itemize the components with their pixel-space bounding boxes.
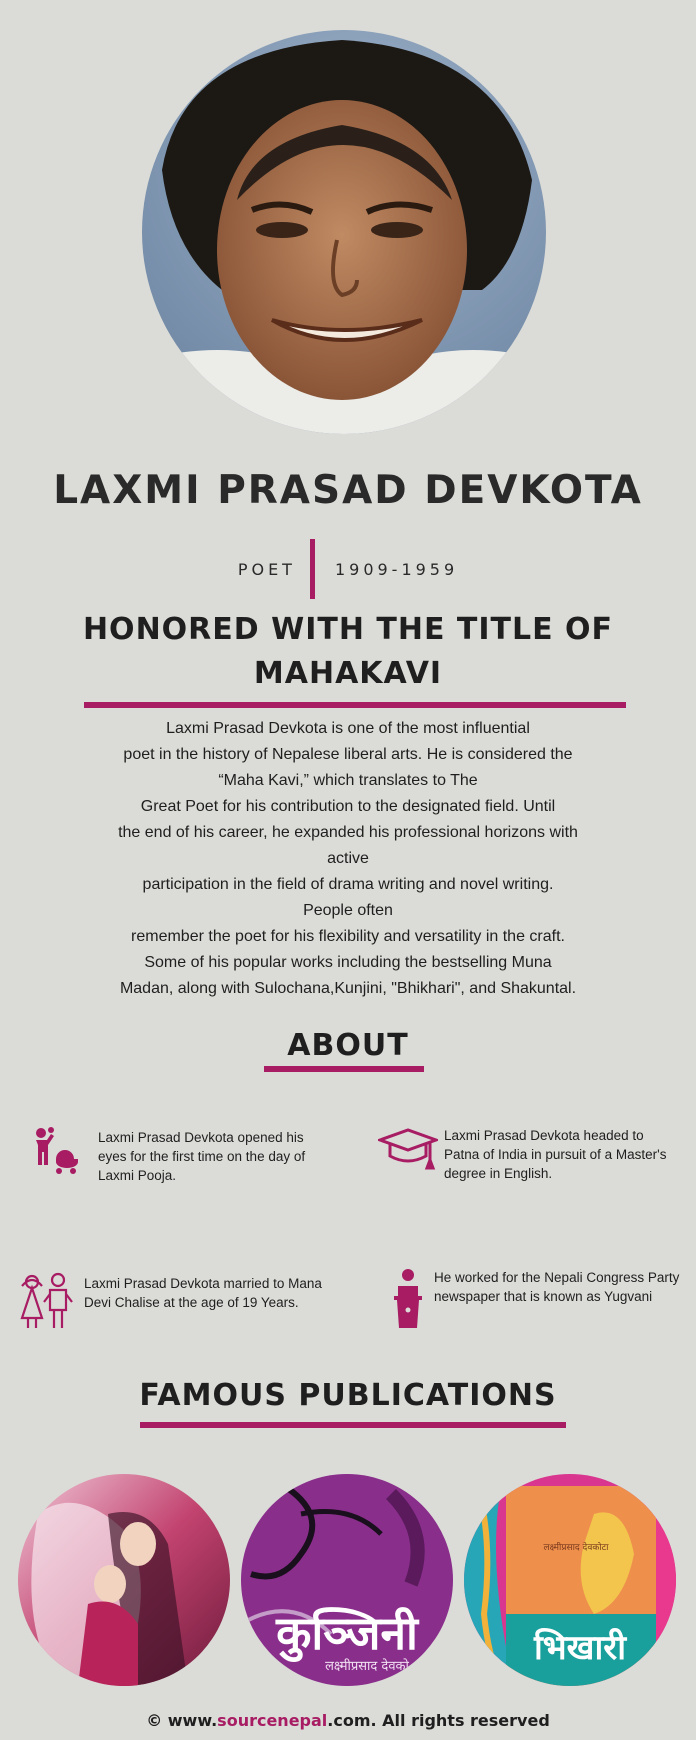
fact-marriage [16,1272,326,1330]
footer-prefix: © www. [146,1711,218,1730]
fact-text: Laxmi Prasad Devkota headed to Patna of India in pursuit of a Master's degree in English. [444,1128,667,1181]
subtitle-line-2: MAHAKAVI [253,656,443,691]
bio-line: the end of his career, he expanded his professional horizons with [118,824,578,841]
parent-with-baby-stroller-icon [30,1126,86,1182]
role-label: POET [237,559,296,579]
bio-line: remember the poet for his flexibility and versatility in the craft. [131,928,565,945]
footer [0,1711,696,1730]
bio-line: active [327,850,369,867]
cover-title: कुञ्जिनी [276,1606,418,1660]
subtitle [60,608,636,696]
bio-line: Madan, along with Sulochana,Kunjini, "Bhikhari", and Shakuntal. [119,980,577,997]
page-title: LAXMI PRASAD DEVKOTA [53,468,643,513]
footer-site-link[interactable]: sourcenepal [217,1711,328,1730]
bio-line: participation in the field of drama writing and novel writing. [142,876,554,893]
cover-bhikhari [464,1474,676,1686]
subtitle-line-1: HONORED WITH THE TITLE OF [82,612,614,647]
divider [310,539,315,599]
years-label: 1909-1959 [334,559,459,579]
married-couple-icon [16,1272,74,1330]
fact-education [378,1126,668,1183]
bio-line: Some of his popular works including the bestselling Muna [144,954,552,971]
fact-text: Laxmi Prasad Devkota married to Mana Devi Chalise at the age of 19 Years. [84,1276,322,1310]
graduation-cap-icon [378,1126,438,1182]
cover-author: लक्ष्मीप्रसाद देवको [325,1659,409,1674]
fact-text: He worked for the Nepali Congress Party newspaper that is known as Yugvani [434,1270,680,1304]
cover-muna-madan [18,1474,230,1686]
cover-author: लक्ष्मीप्रसाद देवकोटा [543,1543,609,1553]
footer-suffix: .com. All rights reserved [327,1711,550,1730]
about-underline [264,1066,424,1072]
fact-work [392,1268,682,1330]
bio-line: poet in the history of Nepalese liberal arts. He is considered the [123,746,573,763]
bio-line: Great Poet for his contribution to the designated field. Until [140,798,556,815]
subtitle-underline [84,702,626,708]
publications-heading: FAMOUS PUBLICATIONS [139,1378,557,1413]
meta-row [0,538,696,600]
bio-line: Laxmi Prasad Devkota is one of the most influential [166,720,530,737]
bio-line: People often [303,902,393,919]
portrait-image [142,30,546,434]
cover-title: भिखारी [533,1628,627,1668]
cover-kunjini [241,1474,453,1686]
publications-underline [140,1422,566,1428]
fact-text: Laxmi Prasad Devkota opened his eyes for the first time on the day of Laxmi Pooja. [98,1130,306,1183]
speaker-at-podium-icon [392,1268,424,1330]
bio-line: “Maha Kavi,” which translates to The [218,772,478,789]
fact-birth [30,1126,335,1185]
about-heading: ABOUT [287,1028,409,1063]
bio-paragraph [80,716,616,1002]
